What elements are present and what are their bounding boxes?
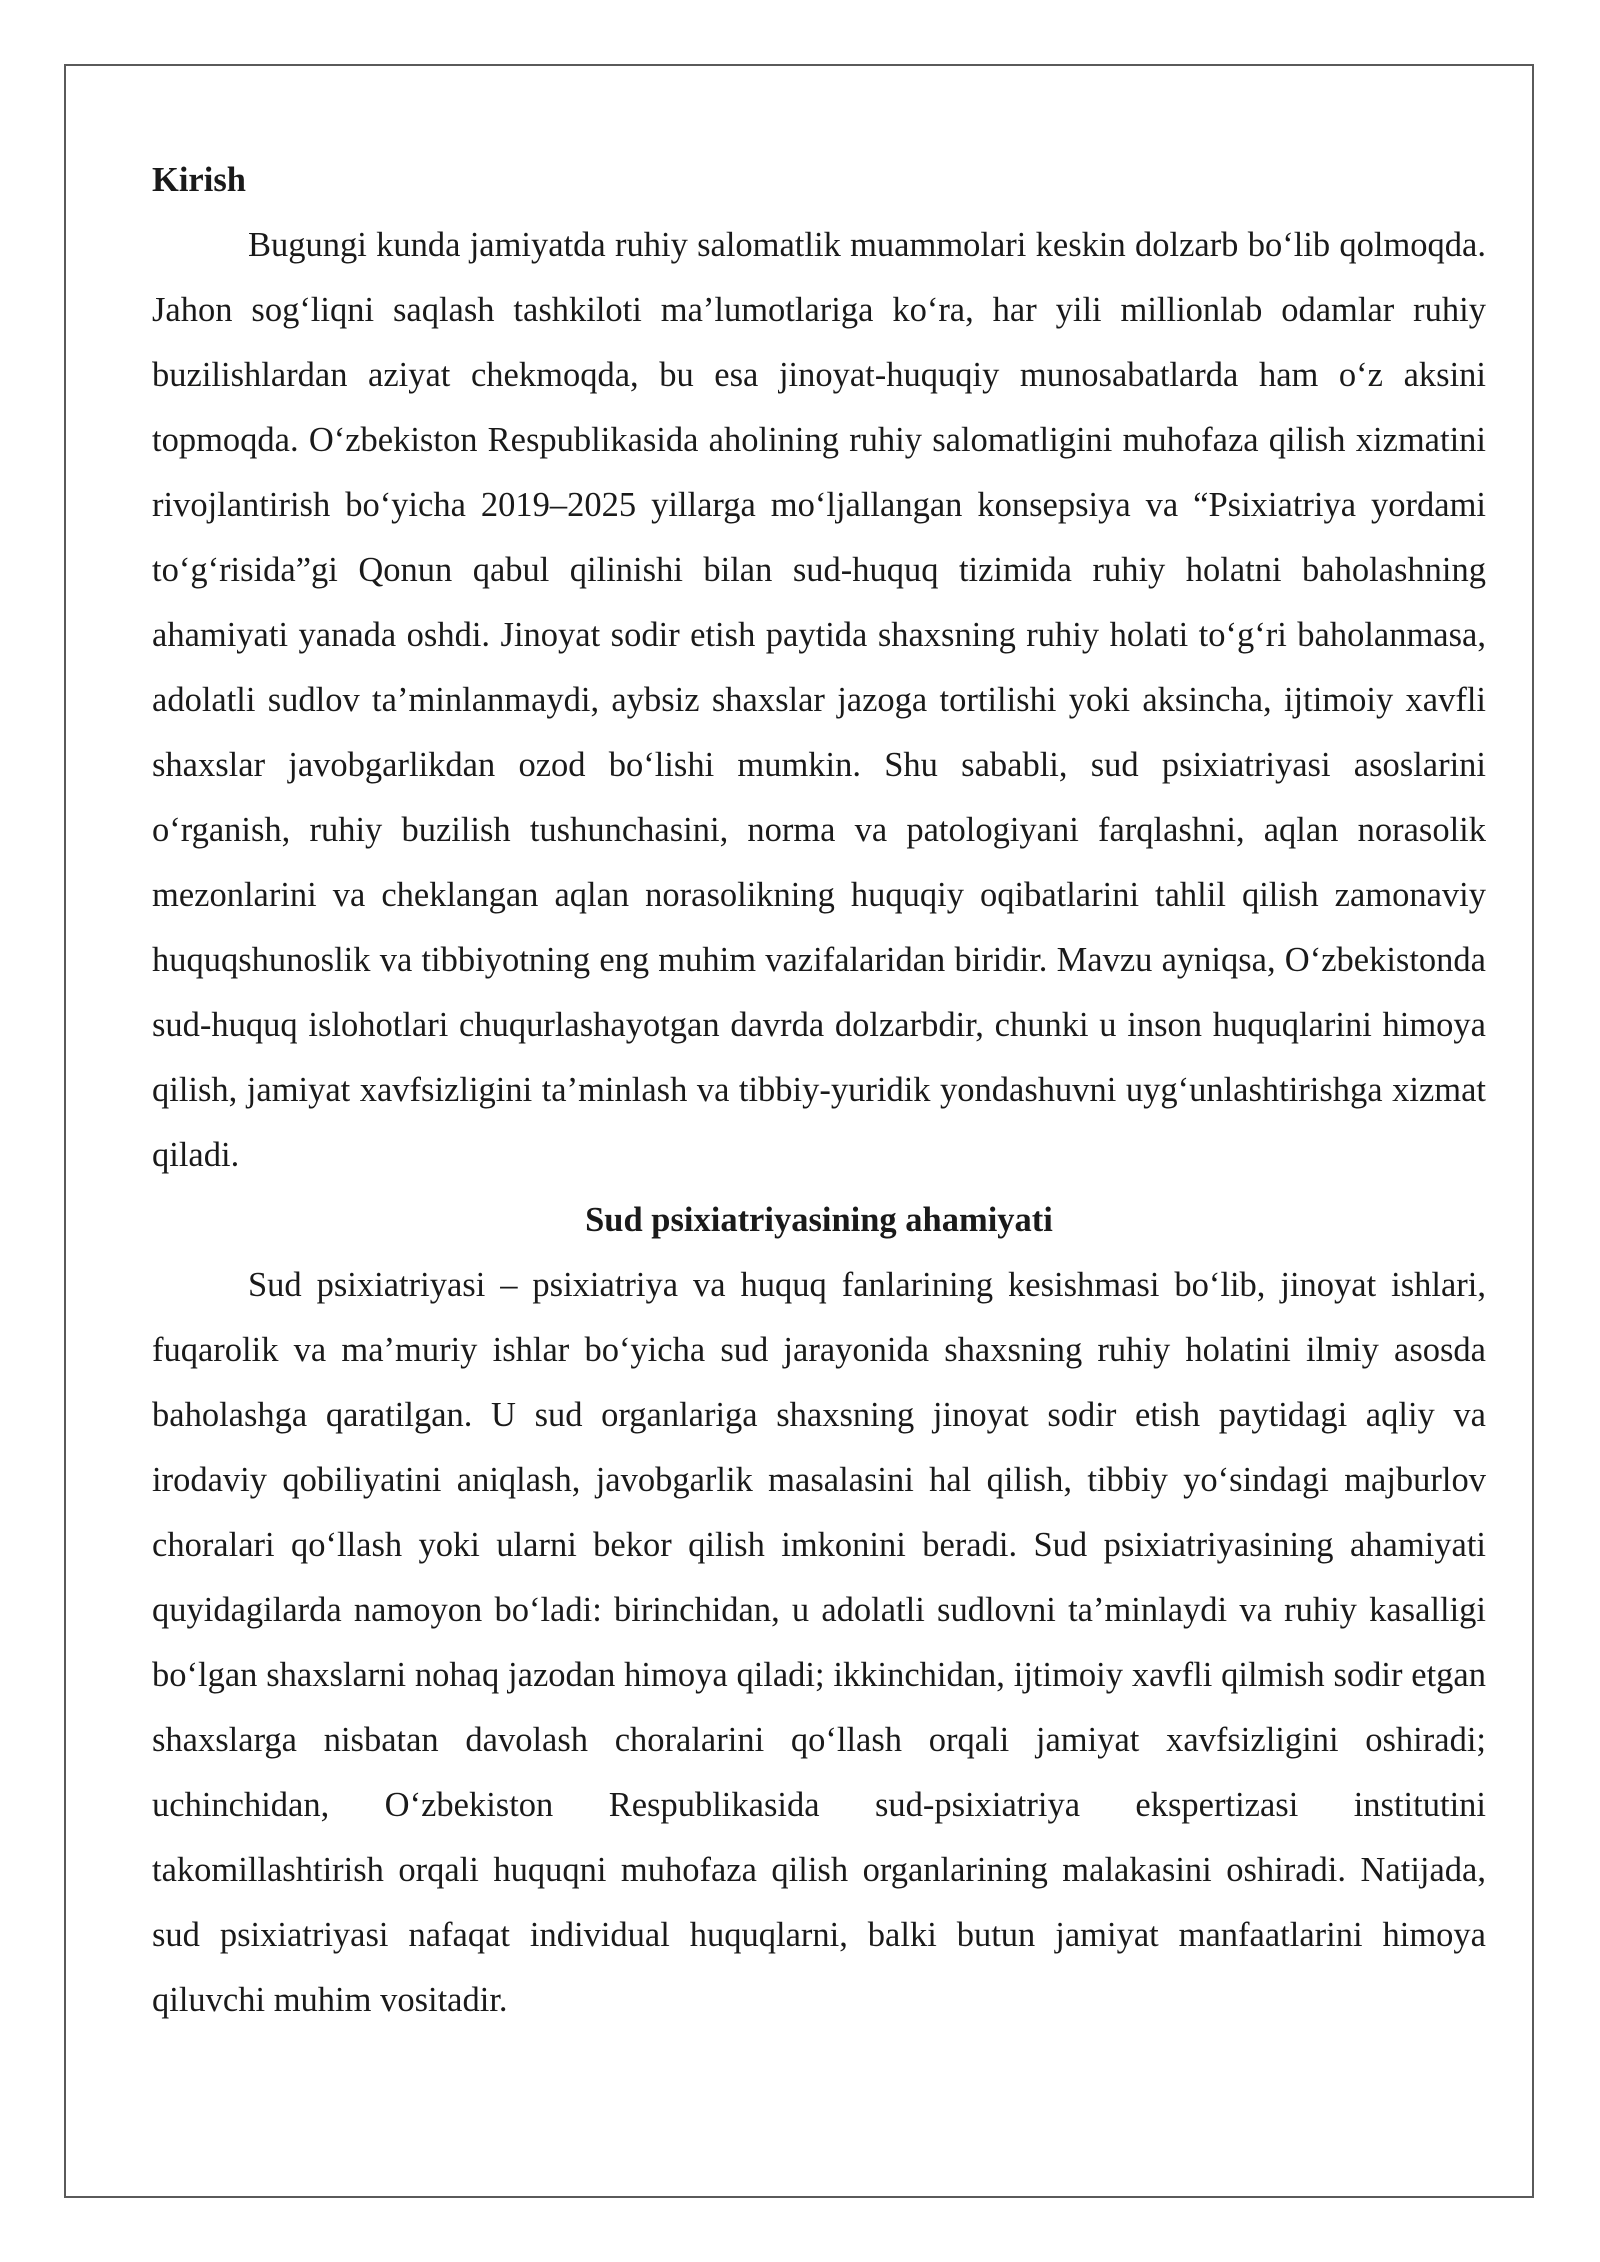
section-heading-ahamiyati: Sud psixiatriyasining ahamiyati xyxy=(585,1201,1053,1239)
section-heading-kirish: Kirish xyxy=(152,161,246,199)
document-body xyxy=(152,148,1486,2033)
paragraph-intro: Bugungi kunda jamiyatda ruhiy salomatlik muammolari keskin dolzarb bo‘lib qolmoqda. Jahon sog‘liqni saqlash tashkiloti ma’lumotlariga ko‘ra, har yili millionlab odamlar ruhiy buzilishlardan aziyat chekmoqda, bu esa jinoyat-huquqiy munosabatlarda ham o‘z aksini topmoqda. O‘zbekiston Respublikasida aholining ruhiy salomatligini muhofaza qilish xizmatini rivojlantirish bo‘yicha 2019–2025 yillarga mo‘ljallangan konsepsiya va “Psixiatriya yordami to‘g‘risida”gi Qonun qabul qilinishi bilan sud-huquq tizimida ruhiy holatni baholashning ahamiyati yanada oshdi. Jinoyat sodir etish paytida shaxsning ruhiy holati to‘g‘ri baholanmasa, adolatli sudlov ta’minlanmaydi, aybsiz shaxslar jazoga tortilishi yoki aksincha, ijtimoiy xavfli shaxslar javobgarlikdan ozod bo‘lishi mumkin. Shu sababli, sud psixiatriyasi asoslarini o‘rganish, ruhiy buzilish tushunchasini, norma va patologiyani farqlashni, aqlan norasolik mezonlarini va cheklangan aqlan norasolikning huquqiy oqibatlarini tahlil qilish zamonaviy huquqshunoslik va tibbiyotning eng muhim vazifalaridan biridir. Mavzu ayniqsa, O‘zbekistonda sud-huquq islohotlari chuqurlashayotgan davrda dolzarbdir, chunki u inson huquqlarini himoya qilish, jamiyat xavfsizligini ta’minlash va tibbiy-yuridik yondashuvni uyg‘unlashtirishga xizmat qiladi. xyxy=(152,226,1486,1174)
paragraph-ahamiyati: Sud psixiatriyasi – psixiatriya va huquq fanlarining kesishmasi bo‘lib, jinoyat ishlari, fuqarolik va ma’muriy ishlar bo‘yicha sud jarayonida shaxsning ruhiy holatini ilmiy asosda baholashga qaratilgan. U sud organlariga shaxsning jinoyat sodir etish paytidagi aqliy va irodaviy qobiliyatini aniqlash, javobgarlik masalasini hal qilish, tibbiy yo‘sindagi majburlov choralari qo‘llash yoki ularni bekor qilish imkonini beradi. Sud psixiatriyasining ahamiyati quyidagilarda namoyon bo‘ladi: birinchidan, u adolatli sudlovni ta’minlaydi va ruhiy kasalligi bo‘lgan shaxslarni nohaq jazodan himoya qiladi; ikkinchidan, ijtimoiy xavfli qilmish sodir etgan shaxslarga nisbatan davolash choralarini qo‘llash orqali jamiyat xavfsizligini oshiradi; uchinchidan, O‘zbekiston Respublikasida sud-psixiatriya ekspertizasi institutini takomillashtirish orqali huquqni muhofaza qilish organlarining malakasini oshiradi. Natijada, sud psixiatriyasi nafaqat individual huquqlarni, balki butun jamiyat manfaatlarini himoya qiluvchi muhim vositadir. xyxy=(152,1266,1486,2019)
